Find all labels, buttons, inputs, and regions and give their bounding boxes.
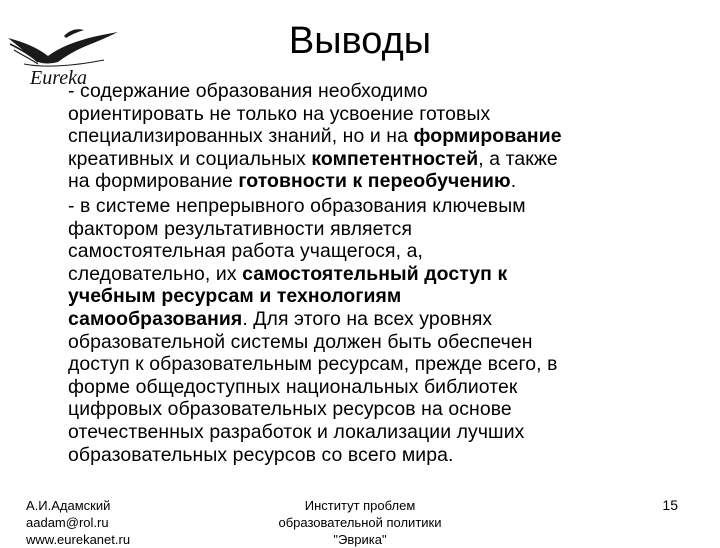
footer-institute-line: образовательной политики: [278, 515, 442, 530]
body-text: . Для этого на всех уровнях: [242, 307, 493, 330]
body-line: [68, 80, 688, 103]
body-text: доступ к образовательным ресурсам, прежде всего, в: [68, 353, 558, 376]
body-text: самостоятельная работа учащегося, а,: [68, 240, 423, 263]
body-line: [68, 331, 688, 354]
body-text: образовательных ресурсов со всего мира.: [68, 443, 454, 466]
body-text: .: [510, 170, 517, 193]
body-text: отечественных разработок и локализации лучших: [68, 420, 525, 443]
emphasis-text: готовности к переобучению: [238, 170, 511, 193]
body-text: следовательно, их: [68, 262, 243, 285]
slide-title-text: Выводы: [288, 20, 432, 62]
body-line: [68, 263, 688, 286]
footer-institute: [250, 497, 470, 548]
body-line: [68, 353, 688, 376]
body-line: [68, 103, 688, 126]
footer-author: [26, 497, 130, 548]
body-line: [68, 240, 688, 263]
body-text: - в системе непрерывного образования ключевым: [68, 194, 526, 217]
body-text: креативных и социальных: [68, 147, 312, 170]
body-line: [68, 285, 688, 308]
body-line: [68, 308, 688, 331]
body-text: форме общедоступных национальных библиотек: [68, 375, 518, 398]
body-line: [68, 148, 688, 171]
emphasis-text: самообразования: [68, 307, 243, 330]
body-line: [68, 125, 688, 148]
footer-author-site: www.eurekanet.ru: [26, 532, 131, 547]
emphasis-text: формирование: [413, 125, 562, 148]
body-paragraph: [68, 195, 688, 466]
body-text: образовательной системы должен быть обеспечен: [68, 330, 533, 353]
footer-author-email: aadam@rol.ru: [26, 515, 109, 530]
emphasis-text: учебным ресурсам и технологиям: [68, 285, 402, 308]
body-text: фактором результативности является: [68, 217, 413, 240]
body-line: [68, 218, 688, 241]
body-line: [68, 376, 688, 399]
logo-text: Eureka: [30, 67, 88, 89]
footer-institute-line: Институт проблем: [304, 498, 416, 513]
footer-institute-line: "Эврика": [333, 532, 387, 547]
emphasis-text: самостоятельный доступ к: [242, 262, 508, 285]
body-line: [68, 195, 688, 218]
body-line: [68, 444, 688, 467]
body-text: , а также: [478, 147, 558, 170]
body-text: ориентировать не только на усвоение готовых: [68, 102, 491, 125]
slide-body: [68, 80, 688, 468]
body-text: - содержание образования необходимо: [68, 80, 428, 102]
emphasis-text: компетентностей: [311, 147, 479, 170]
body-text: на формирование: [68, 170, 239, 193]
slide-title: [0, 18, 720, 64]
body-line: [68, 421, 688, 444]
body-text: специализированных знаний, но и на: [68, 125, 414, 148]
body-text: цифровых образовательных ресурсов на основе: [68, 398, 512, 421]
body-line: [68, 398, 688, 421]
page-number: 15: [662, 497, 678, 513]
body-paragraph: [68, 80, 688, 193]
body-line: [68, 170, 688, 193]
footer-author-name: А.И.Адамский: [26, 498, 111, 513]
